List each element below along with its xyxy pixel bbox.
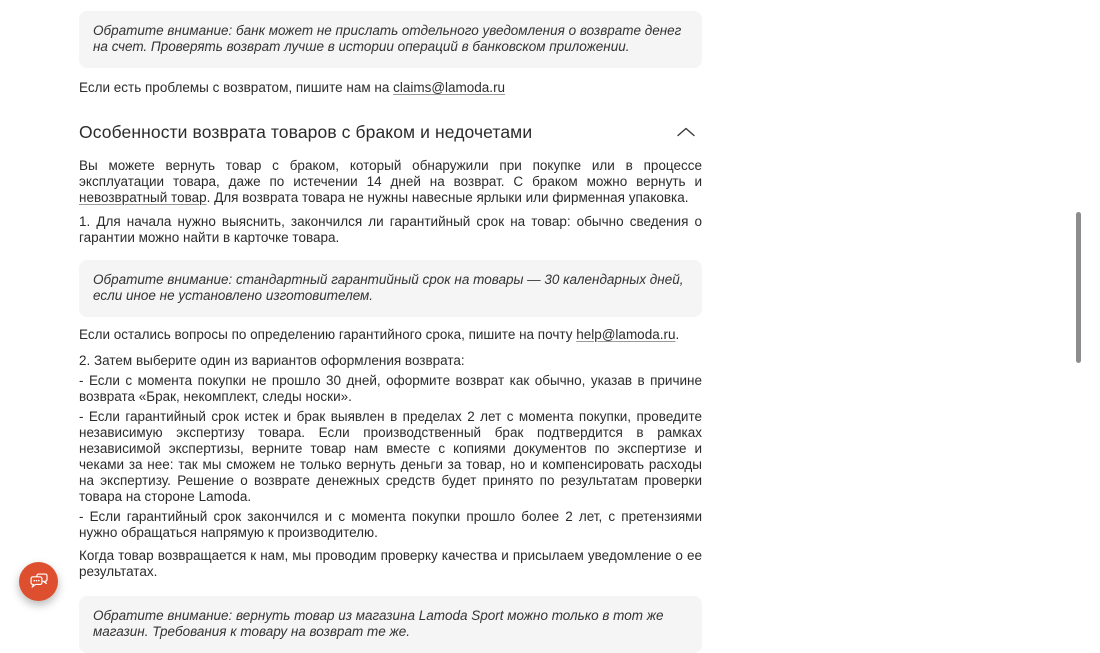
claims-contact-line — [79, 80, 702, 96]
note-lamoda-sport — [79, 596, 702, 653]
warranty-contact-text: Если остались вопросы по определению гарантийного срока, пишите на почту — [79, 327, 577, 342]
help-article — [79, 11, 702, 653]
chat-bubbles-icon — [28, 570, 50, 593]
note-bank-refund — [79, 11, 702, 68]
non-returnable-goods-link[interactable]: невозвратный товар — [79, 190, 207, 205]
warranty-contact-line — [79, 327, 702, 343]
section-intro-paragraph — [79, 158, 702, 206]
step2-intro: 2. Затем выберите один из вариантов оформления возврата: — [79, 353, 465, 368]
section-intro-after: . Для возврата товара не нужны навесные ярлыки или фирменная упаковка. — [206, 190, 689, 205]
note-lamoda-sport-text: Обратите внимание: вернуть товар из магазина Lamoda Sport можно только в тот же магазин. Требования к товару на возврат те же. — [93, 608, 664, 639]
quality-check-paragraph: Когда товар возвращается к нам, мы проводим проверку качества и присылаем уведомление о ее результатах. — [79, 548, 702, 579]
scrollbar-thumb[interactable] — [1076, 212, 1081, 363]
section-intro-before: Вы можете вернуть товар с браком, который обнаружили при покупке или в процессе эксплуатации товара, даже по истечении 14 дней на возврат. С браком можно вернуть и — [79, 158, 702, 189]
note-warranty-term — [79, 260, 702, 317]
note-warranty-term-text: Обратите внимание: стандартный гарантийный срок на товары — 30 календарных дней, если иное не установлено изготовителем. — [93, 272, 684, 303]
chevron-up-icon[interactable] — [676, 126, 696, 138]
return-option-item: - Если с момента покупки не прошло 30 дней, оформите возврат как обычно, указав в причине возврата «Брак, некомплект, следы носки». — [79, 373, 702, 404]
chat-support-button[interactable] — [19, 562, 58, 601]
warranty-contact-suffix: . — [675, 327, 680, 342]
claims-contact-text: Если есть проблемы с возвратом, пишите нам на — [79, 80, 394, 95]
note-bank-refund-text: Обратите внимание: банк может не прислать отдельного уведомления о возврате денег на счет. Проверять возврат лучше в истории операций в банковском приложении. — [93, 23, 682, 54]
claims-email-link[interactable]: claims@lamoda.ru — [393, 80, 506, 95]
return-option-item: - Если гарантийный срок истек и брак выявлен в пределах 2 лет с момента покупки, проведите независимую экспертизу товара. Если производственный брак подтвердится в рамках независимой экспертизы, верните товар нам вместе с копиями документов по экспертизе и чеками за нее: так мы сможем не только вернуть деньги за товар, но и компенсировать расходы на экспертизу. Решение о возврате денежных средств будет принято по результатам проверки товара на стороне Lamoda. — [79, 409, 702, 504]
return-options-list — [79, 353, 702, 541]
section-title: Особенности возврата товаров с браком и недочетами — [79, 122, 533, 142]
return-option-item: - Если гарантийный срок закончился и с момента покупки прошло более 2 лет, с претензиями нужно обращаться напрямую к производителю. — [79, 509, 702, 540]
accordion-header-defect-returns[interactable] — [79, 121, 702, 143]
help-email-link[interactable]: help@lamoda.ru — [576, 327, 676, 342]
step1-paragraph: 1. Для начала нужно выяснить, закончился ли гарантийный срок на товар: обычно сведения о гарантии можно найти в карточке товара. — [79, 214, 702, 245]
